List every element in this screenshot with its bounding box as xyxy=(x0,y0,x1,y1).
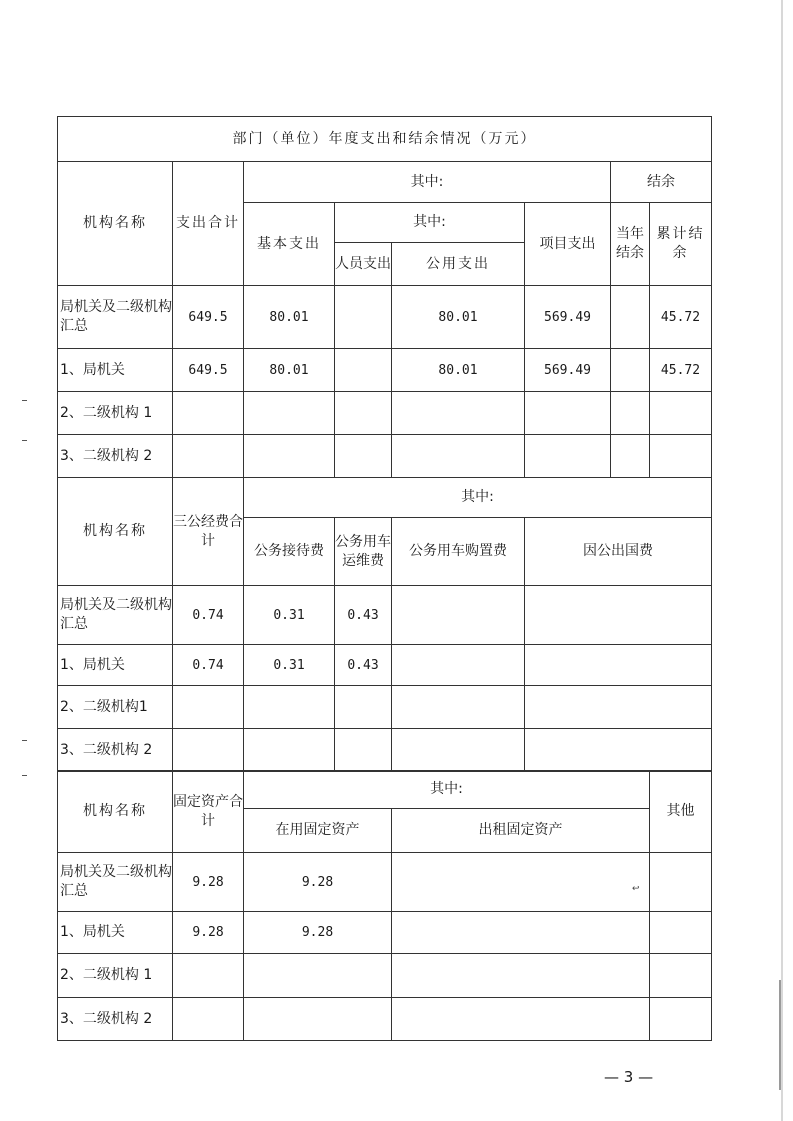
header-org-name: 机构名称 xyxy=(58,478,173,586)
current-balance-cell xyxy=(611,286,650,349)
vehicle-purchase-cell xyxy=(392,729,525,772)
scan-mark xyxy=(22,400,27,401)
reception-cell xyxy=(244,686,335,729)
in-use-cell: 9.28 xyxy=(244,853,392,912)
header-three-public-total: 三公经费合计 xyxy=(173,478,244,586)
total-cell xyxy=(173,686,244,729)
leased-cell xyxy=(392,912,650,954)
basic-cell: 80.01 xyxy=(244,286,335,349)
header-current-balance: 当年结余 xyxy=(611,203,650,286)
basic-cell: 80.01 xyxy=(244,349,335,392)
header-vehicle-purchase-fee: 公务用车购置费 xyxy=(392,518,525,586)
total-cell: 0.74 xyxy=(173,586,244,645)
basic-cell xyxy=(244,392,335,435)
org-name-cell: 1、局机关 xyxy=(58,349,173,392)
header-of-which: 其中: xyxy=(244,162,611,203)
other-cell xyxy=(650,998,712,1041)
abroad-cell xyxy=(525,729,712,772)
table-title: 部门（单位）年度支出和结余情况（万元） xyxy=(58,117,712,162)
stray-mark: ↩ xyxy=(632,884,640,894)
current-balance-cell xyxy=(611,392,650,435)
header-basic-expenditure: 基本支出 xyxy=(244,203,335,286)
reception-cell xyxy=(244,729,335,772)
header-public-expenditure: 公用支出 xyxy=(392,243,525,286)
scan-edge-line xyxy=(781,0,783,1121)
header-project-expenditure: 项目支出 xyxy=(525,203,611,286)
public-cell xyxy=(392,392,525,435)
header-org-name: 机构名称 xyxy=(58,162,173,286)
total-cell xyxy=(173,729,244,772)
other-cell xyxy=(650,853,712,912)
header-of-which-2: 其中: xyxy=(335,203,525,243)
in-use-cell: 9.28 xyxy=(244,912,392,954)
expenditure-balance-table xyxy=(57,116,712,478)
leased-cell xyxy=(392,853,650,912)
abroad-cell xyxy=(525,686,712,729)
table-row xyxy=(58,645,712,686)
reception-cell: 0.31 xyxy=(244,586,335,645)
cumulative-balance-cell: 45.72 xyxy=(650,349,712,392)
vehicle-operation-cell: 0.43 xyxy=(335,586,392,645)
project-cell xyxy=(525,435,611,478)
table-row xyxy=(58,686,712,729)
total-cell: 9.28 xyxy=(173,853,244,912)
header-of-which: 其中: xyxy=(244,771,650,809)
header-in-use-assets: 在用固定资产 xyxy=(244,809,392,853)
org-name-cell: 局机关及二级机构汇总 xyxy=(58,586,173,645)
table-row xyxy=(58,954,712,998)
org-name-cell: 3、二级机构 2 xyxy=(58,998,173,1041)
header-org-name: 机构名称 xyxy=(58,771,173,853)
org-name-cell: 局机关及二级机构汇总 xyxy=(58,286,173,349)
header-fixed-assets-total: 固定资产合计 xyxy=(173,771,244,853)
table-row xyxy=(58,286,712,349)
table-row xyxy=(58,586,712,645)
total-cell: 649.5 xyxy=(173,286,244,349)
org-name-cell: 3、二级机构 2 xyxy=(58,435,173,478)
project-cell xyxy=(525,392,611,435)
cumulative-balance-cell xyxy=(650,392,712,435)
vehicle-operation-cell: 0.43 xyxy=(335,645,392,686)
table-row xyxy=(58,729,712,772)
personnel-cell xyxy=(335,435,392,478)
cumulative-balance-cell: 45.72 xyxy=(650,286,712,349)
org-name-cell: 1、局机关 xyxy=(58,645,173,686)
org-name-cell: 2、二级机构 1 xyxy=(58,954,173,998)
project-cell: 569.49 xyxy=(525,286,611,349)
org-name-cell: 2、二级机构1 xyxy=(58,686,173,729)
current-balance-cell xyxy=(611,435,650,478)
public-cell xyxy=(392,435,525,478)
vehicle-operation-cell xyxy=(335,686,392,729)
page-number: — 3 — xyxy=(604,1068,654,1086)
total-cell: 0.74 xyxy=(173,645,244,686)
table-row xyxy=(58,998,712,1041)
scan-edge-line xyxy=(779,980,781,1090)
org-name-cell: 3、二级机构 2 xyxy=(58,729,173,772)
three-public-expenses-table xyxy=(57,477,712,772)
current-balance-cell xyxy=(611,349,650,392)
personnel-cell xyxy=(335,349,392,392)
table-row xyxy=(58,349,712,392)
header-personnel-expenditure: 人员支出 xyxy=(335,243,392,286)
header-cumulative-balance: 累计结余 xyxy=(650,203,712,286)
total-cell xyxy=(173,954,244,998)
vehicle-purchase-cell xyxy=(392,586,525,645)
org-name-cell: 2、二级机构 1 xyxy=(58,392,173,435)
abroad-cell xyxy=(525,645,712,686)
table-row xyxy=(58,435,712,478)
public-cell: 80.01 xyxy=(392,286,525,349)
leased-cell xyxy=(392,998,650,1041)
org-name-cell: 局机关及二级机构汇总 xyxy=(58,853,173,912)
table-row xyxy=(58,392,712,435)
total-cell xyxy=(173,392,244,435)
in-use-cell xyxy=(244,998,392,1041)
basic-cell xyxy=(244,435,335,478)
public-cell: 80.01 xyxy=(392,349,525,392)
other-cell xyxy=(650,912,712,954)
header-other: 其他 xyxy=(650,771,712,853)
header-balance: 结余 xyxy=(611,162,712,203)
header-total-expenditure: 支出合计 xyxy=(173,162,244,286)
vehicle-operation-cell xyxy=(335,729,392,772)
table-row xyxy=(58,853,712,912)
cumulative-balance-cell xyxy=(650,435,712,478)
header-abroad-fee: 因公出国费 xyxy=(525,518,712,586)
personnel-cell xyxy=(335,392,392,435)
project-cell: 569.49 xyxy=(525,349,611,392)
vehicle-purchase-cell xyxy=(392,645,525,686)
total-cell xyxy=(173,998,244,1041)
header-leased-assets: 出租固定资产 xyxy=(392,809,650,853)
vehicle-purchase-cell xyxy=(392,686,525,729)
scan-mark xyxy=(22,740,27,741)
total-cell: 649.5 xyxy=(173,349,244,392)
other-cell xyxy=(650,954,712,998)
reception-cell: 0.31 xyxy=(244,645,335,686)
header-of-which: 其中: xyxy=(244,478,712,518)
scan-mark xyxy=(22,775,27,776)
header-vehicle-operation-fee: 公务用车运维费 xyxy=(335,518,392,586)
header-reception-fee: 公务接待费 xyxy=(244,518,335,586)
scan-mark xyxy=(22,440,27,441)
in-use-cell xyxy=(244,954,392,998)
abroad-cell xyxy=(525,586,712,645)
total-cell xyxy=(173,435,244,478)
fixed-assets-table xyxy=(57,770,712,1041)
org-name-cell: 1、局机关 xyxy=(58,912,173,954)
personnel-cell xyxy=(335,286,392,349)
total-cell: 9.28 xyxy=(173,912,244,954)
leased-cell xyxy=(392,954,650,998)
table-row xyxy=(58,912,712,954)
